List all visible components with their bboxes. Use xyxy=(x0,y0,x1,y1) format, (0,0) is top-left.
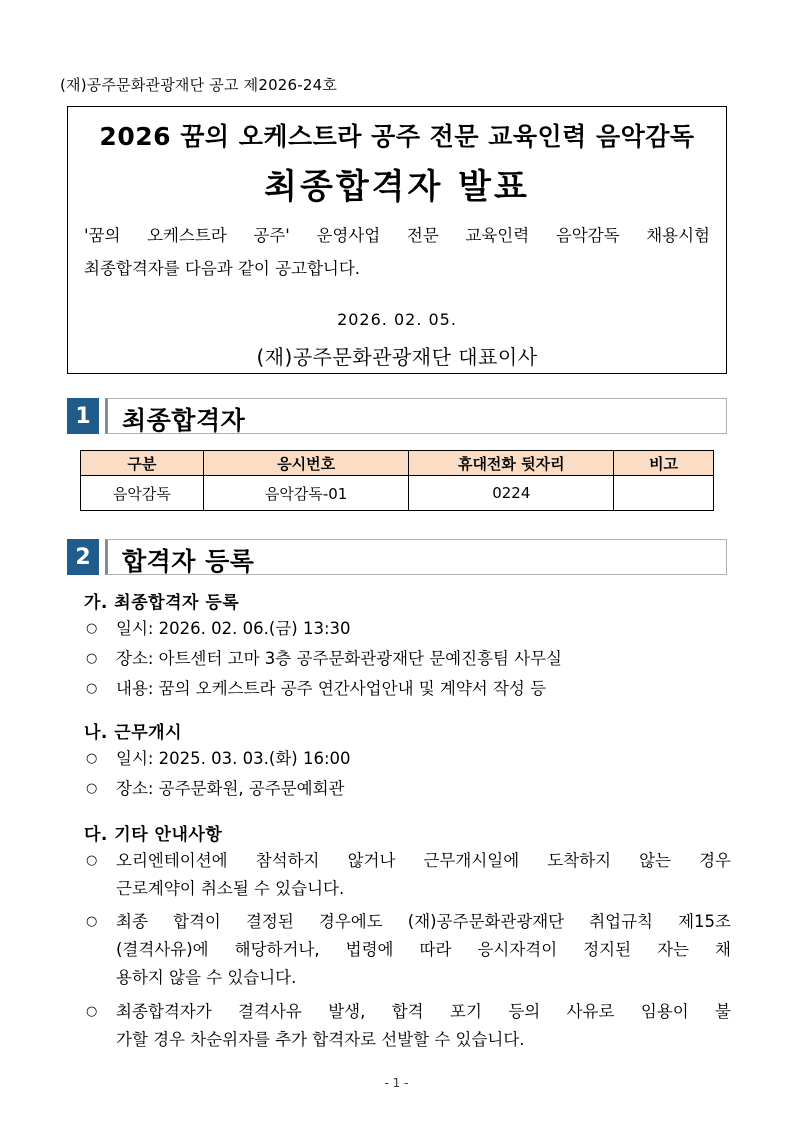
section2-bar xyxy=(105,539,727,575)
list-item-text: 내용: 꿈의 오케스트라 공주 연간사업안내 및 계약서 작성 등 xyxy=(116,679,547,698)
bullet-mark: ○ xyxy=(86,1004,98,1019)
list-item-text: (결격사유)에 해당하거나, 법령에 따라 응시자격이 정지된 자는 채 xyxy=(116,940,731,959)
section1-bar xyxy=(105,398,727,434)
list-item-text: 일시: 2025. 03. 03.(화) 16:00 xyxy=(116,749,351,768)
bullet-mark: ○ xyxy=(86,914,98,929)
page-number: - 1 - xyxy=(384,1076,409,1090)
section1-title: 최종합격자 xyxy=(122,406,246,435)
table-cell: 음악감독 xyxy=(81,476,204,511)
section2-header xyxy=(67,539,727,575)
bullet-mark: ○ xyxy=(86,751,98,766)
title-line2: 최종합격자 발표 xyxy=(264,167,530,207)
announcement-date: 2026. 02. 05. xyxy=(337,310,457,329)
bullet-mark: ○ xyxy=(86,681,98,696)
list-item-text: 가할 경우 차순위자를 추가 합격자로 선발할 수 있습니다. xyxy=(116,1030,525,1049)
result-table xyxy=(80,450,714,511)
table-cell xyxy=(614,476,714,511)
subsection-c-heading: 다. 기타 안내사항 xyxy=(84,825,223,845)
bullet-mark: ○ xyxy=(86,621,98,636)
section2-title: 합격자 등록 xyxy=(122,547,255,576)
intro-line2: 최종합격자를 다음과 같이 공고합니다. xyxy=(84,259,361,278)
list-item-text: 최종 합격이 결정된 경우에도 (재)공주문화관광재단 취업규칙 제15조 xyxy=(116,912,731,931)
table-header-cell: 응시번호 xyxy=(203,451,409,476)
table-row xyxy=(81,476,714,511)
table-header-cell: 비고 xyxy=(614,451,714,476)
bullet-mark: ○ xyxy=(86,651,98,666)
list-item-text: 장소: 아트센터 고마 3층 공주문화관광재단 문예진흥팀 사무실 xyxy=(116,649,563,668)
subsection-b-heading: 나. 근무개시 xyxy=(84,723,182,743)
bullet-mark: ○ xyxy=(86,781,98,796)
list-item-text: 일시: 2026. 02. 06.(금) 13:30 xyxy=(116,619,351,638)
list-item-text: 장소: 공주문화원, 공주문예회관 xyxy=(116,779,345,798)
table-header-row xyxy=(81,451,714,476)
table-cell: 0224 xyxy=(409,476,614,511)
announcement-box xyxy=(67,106,727,374)
notice-number: (재)공주문화관광재단 공고 제2026-24호 xyxy=(60,76,338,94)
list-item-text: 오리엔테이션에 참석하지 않거나 근무개시일에 도착하지 않는 경우 xyxy=(116,851,731,870)
bullet-mark: ○ xyxy=(86,853,98,868)
list-item-text: 근로계약이 취소될 수 있습니다. xyxy=(116,879,345,898)
subsection-a-heading: 가. 최종합격자 등록 xyxy=(84,593,240,613)
intro-line1: '꿈의 오케스트라 공주' 운영사업 전문 교육인력 음악감독 채용시험 xyxy=(84,226,710,245)
table-header-cell: 휴대전화 뒷자리 xyxy=(409,451,614,476)
section1-number: 1 xyxy=(67,398,99,434)
intro-text xyxy=(84,219,710,285)
title-line1: 2026 꿈의 오케스트라 공주 전문 교육인력 음악감독 xyxy=(99,122,695,151)
section2-number: 2 xyxy=(67,539,99,575)
table-header-cell: 구분 xyxy=(81,451,204,476)
table-cell: 음악감독-01 xyxy=(203,476,409,511)
list-item-text: 최종합격자가 결격사유 발생, 합격 포기 등의 사유로 임용이 불 xyxy=(116,1002,731,1021)
list-item-text: 용하지 않을 수 있습니다. xyxy=(116,968,297,987)
section1-header xyxy=(67,398,727,434)
signer: (재)공주문화관광재단 대표이사 xyxy=(256,345,538,369)
